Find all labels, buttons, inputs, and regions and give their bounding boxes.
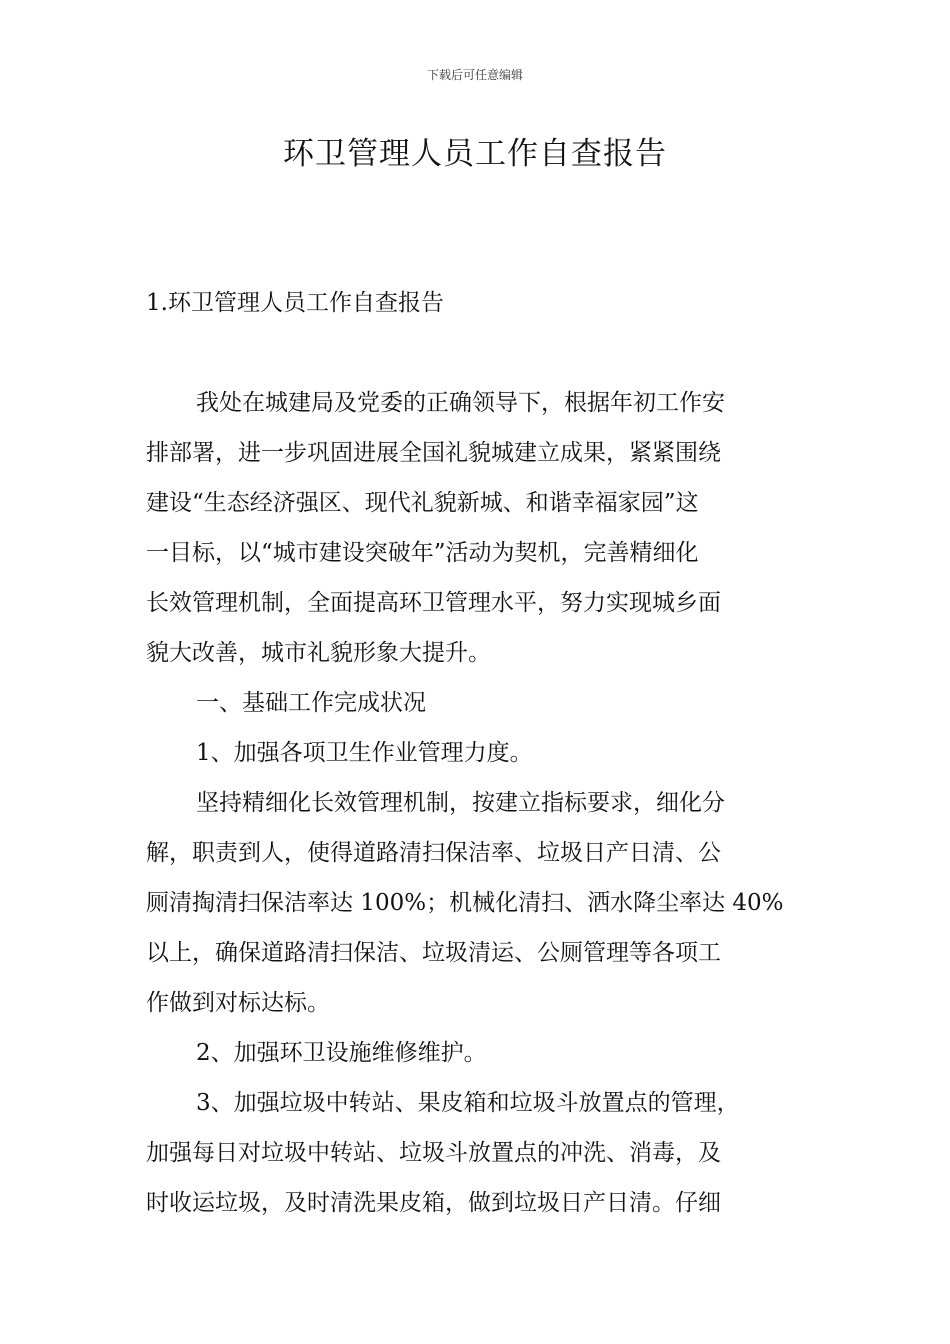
body-line: 坚持精细化长效管理机制，按建立指标要求，细化分 bbox=[196, 790, 725, 816]
body-line: 排部署，进一步巩固进展全国礼貌城建立成果，紧紧围绕 bbox=[146, 440, 721, 466]
body-line: 貌大改善，城市礼貌形象大提升。 bbox=[146, 640, 491, 666]
body-line: 作做到对标达标。 bbox=[146, 990, 330, 1016]
body-line: 一目标，以“城市建设突破年”活动为契机，完善精细化 bbox=[146, 540, 699, 566]
subheading: 一、基础工作完成状况 bbox=[196, 690, 426, 716]
list-item: 2、加强环卫设施维修维护。 bbox=[196, 1040, 487, 1066]
body-line: 时收运垃圾，及时清洗果皮箱，做到垃圾日产日清。仔细 bbox=[146, 1190, 721, 1216]
body-line: 长效管理机制，全面提高环卫管理水平，努力实现城乡面 bbox=[146, 590, 721, 616]
body-line: 以上，确保道路清扫保洁、垃圾清运、公厕管理等各项工 bbox=[146, 940, 721, 966]
body-line: 建设“生态经济强区、现代礼貌新城、和谐幸福家园”这 bbox=[146, 490, 699, 516]
body-line: 厕清掏清扫保洁率达 100%；机械化清扫、洒水降尘率达 40% bbox=[146, 890, 784, 916]
body-line: 解，职责到人，使得道路清扫保洁率、垃圾日产日清、公 bbox=[146, 840, 721, 866]
body-line: 加强每日对垃圾中转站、垃圾斗放置点的冲洗、消毒，及 bbox=[146, 1140, 721, 1166]
body-line: 我处在城建局及党委的正确领导下，根据年初工作安 bbox=[196, 390, 725, 416]
document-title: 环卫管理人员工作自查报告 bbox=[283, 136, 667, 172]
list-item: 3、加强垃圾中转站、果皮箱和垃圾斗放置点的管理， bbox=[196, 1090, 740, 1116]
header-note: 下载后可任意编辑 bbox=[426, 68, 523, 82]
section-heading: 1.环卫管理人员工作自查报告 bbox=[146, 290, 444, 316]
list-item: 1、加强各项卫生作业管理力度。 bbox=[196, 740, 533, 766]
